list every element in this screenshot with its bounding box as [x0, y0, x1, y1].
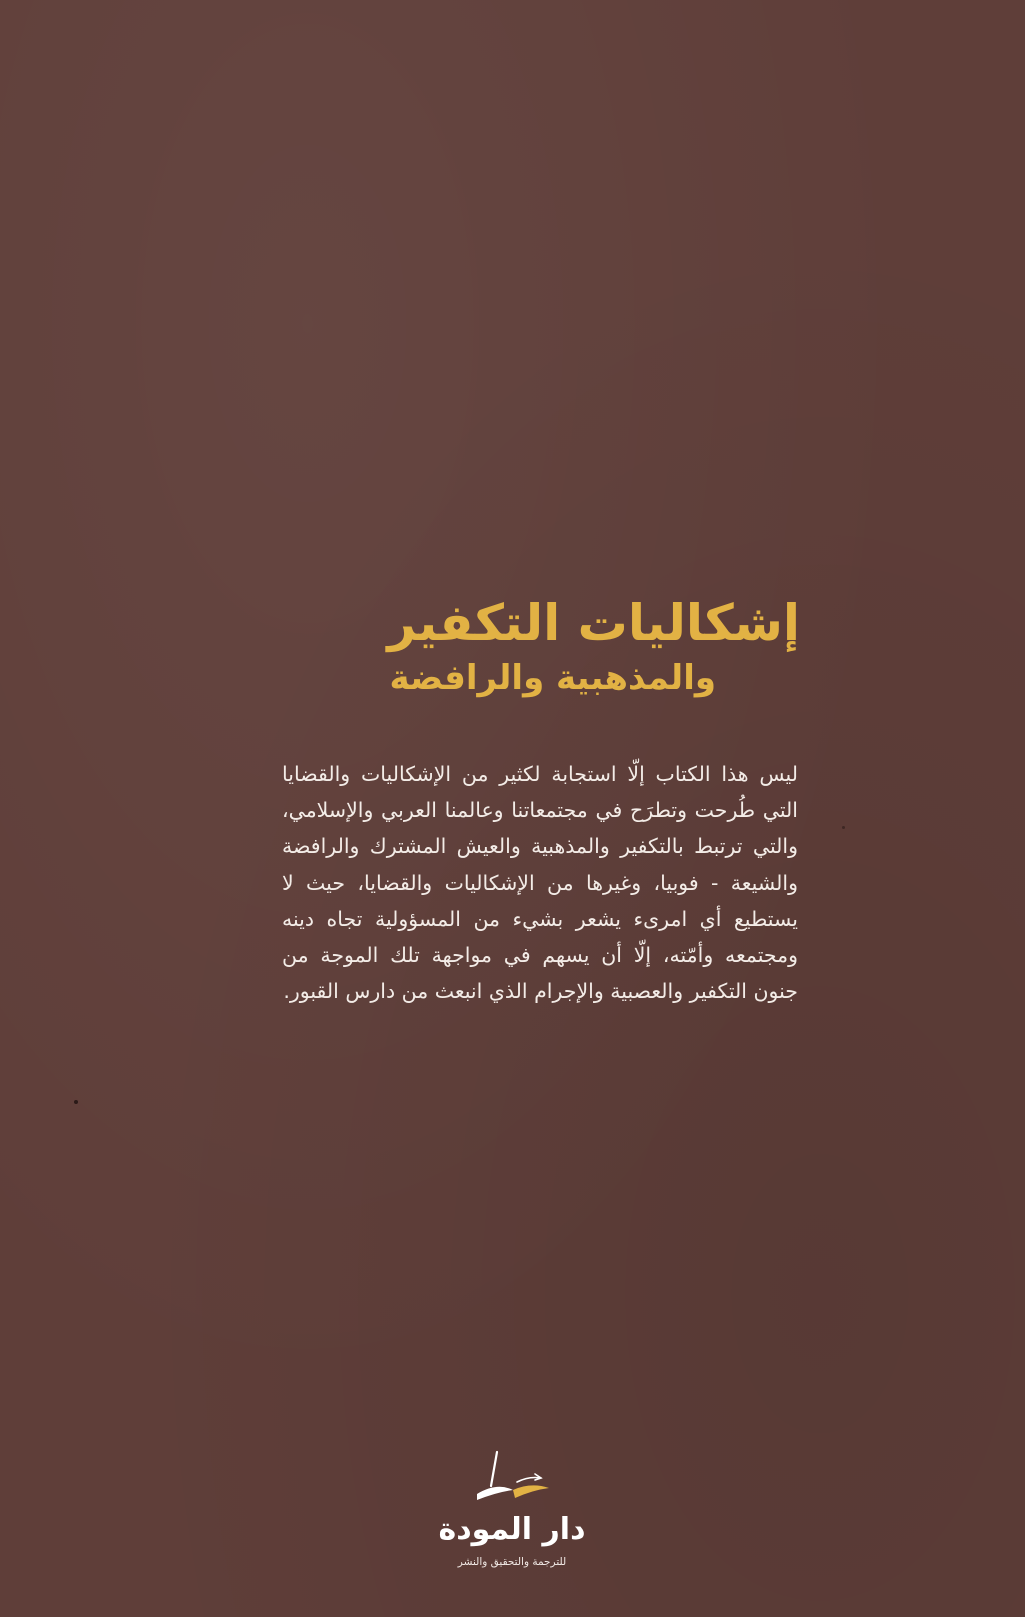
- book-subtitle: والمذهبية والرافضة: [389, 658, 716, 698]
- publisher-tagline: للترجمة والتحقيق والنشر: [457, 1556, 567, 1568]
- back-cover-blurb: ليس هذا الكتاب إلّا استجابة لكثير من الإشكاليات والقضايا التي طُرحت وتطرَح في مجتمعاتنا وعالمنا العربي والإسلامي، والتي ترتبط بالتكفير والمذهبية والعيش المشترك والرافضة والشيعة - فوبيا، وغيرها من الإشكاليات والقضايا، حيث لا يستطيع أي امرىء يشعر بشيء من المسؤولية تجاه دينه ومجتمعه وأمّته، إلّا أن يسهم في مواجهة تلك الموجة من جنون التكفير والعصبية والإجرام الذي انبعث من دارس القبور.: [282, 762, 798, 1004]
- open-book-icon: [457, 1448, 567, 1508]
- publisher-name: دار المودة: [438, 1512, 586, 1547]
- title-block: [200, 592, 800, 700]
- publisher-block: [412, 1448, 612, 1570]
- book-title: إشكاليات التكفير: [387, 594, 800, 652]
- print-speck: [842, 826, 845, 829]
- print-speck: [74, 1100, 78, 1104]
